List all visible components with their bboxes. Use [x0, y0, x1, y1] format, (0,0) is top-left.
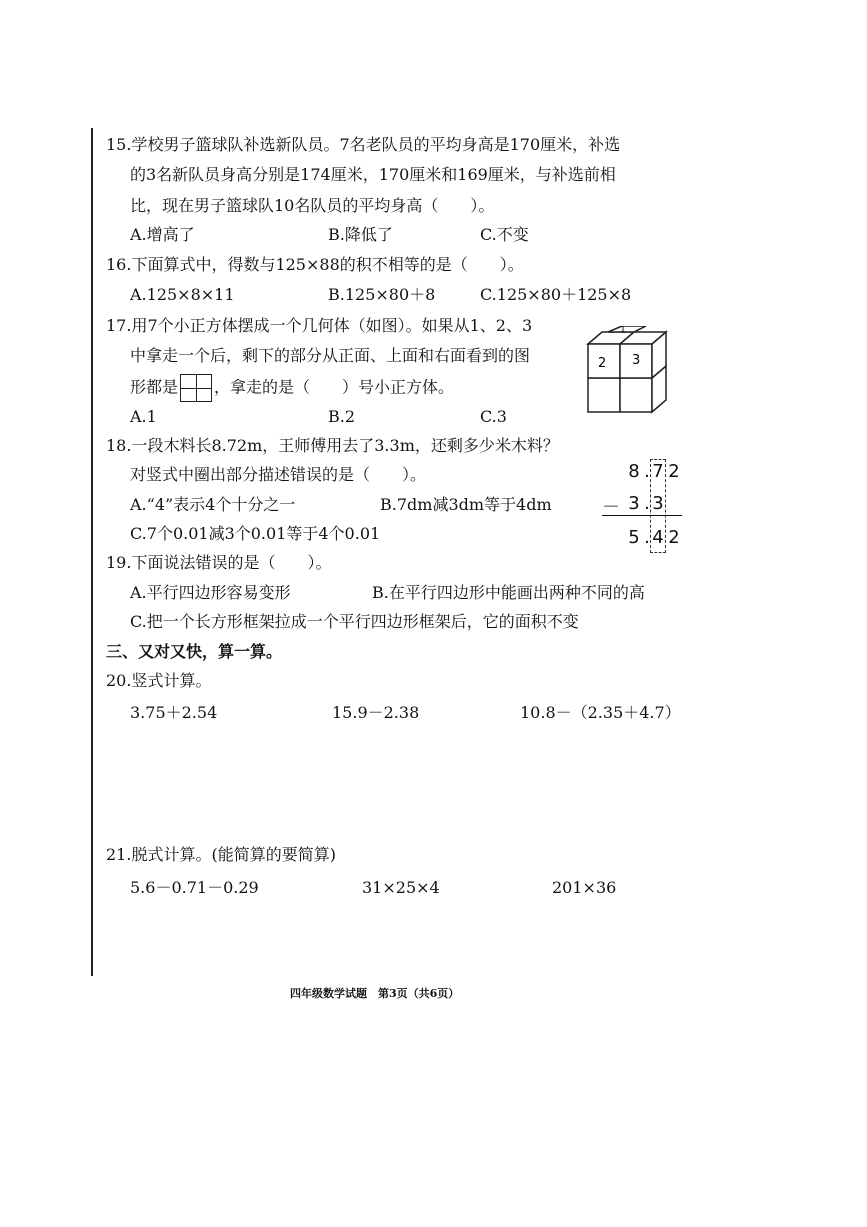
q18-line2: 对竖式中圈出部分描述错误的是（ ）。 [130, 465, 427, 484]
q16-option-c: C.125×80＋125×8 [480, 285, 632, 304]
q19-option-b: B.在平行四边形中能画出两种不同的高 [372, 583, 645, 602]
q18-line1: 18.一段木料长8.72m，王师傅用去了3.3m，还剩多少米木料？ [106, 436, 559, 455]
q20-expr-3: 10.8－（2.35＋4.7） [520, 703, 681, 722]
q15-line3: 比，现在男子篮球队10名队员的平均身高（ ）。 [130, 196, 495, 215]
calc-digit: 8 [628, 461, 640, 482]
cube-label-2: 2 [598, 356, 607, 371]
q17-line3 [130, 374, 454, 402]
q15-line2: 的3名新队员身高分别是174厘米，170厘米和169厘米，与补选前相 [130, 165, 616, 184]
q17-line3-end: ，拿走的是（ ）号小正方体。 [214, 377, 455, 397]
q19-option-a: A.平行四边形容易变形 [130, 583, 291, 602]
calc-digit: 2 [668, 461, 680, 482]
vertical-subtraction [598, 457, 688, 557]
q21-expr-1: 5.6－0.71－0.29 [130, 878, 259, 897]
q16-option-b: B.125×80＋8 [328, 285, 436, 304]
q19-line1: 19.下面说法错误的是（ ）。 [106, 553, 332, 572]
q21-title: 21.脱式计算。(能简算的要简算) [106, 845, 336, 864]
calc-digit: 3 [628, 493, 640, 514]
q21-expr-3: 201×36 [552, 878, 617, 897]
calc-point: . [644, 493, 650, 514]
cube-label-3: 3 [632, 353, 641, 368]
q19-option-c: C.把一个长方形框架拉成一个平行四边形框架后，它的面积不变 [130, 612, 579, 631]
binding-margin-line [91, 128, 93, 976]
calc-point: . [644, 527, 650, 548]
q17-line1: 17.用7个小正方体摆成一个几何体（如图）。如果从1、2、3 [106, 316, 533, 335]
calc-digit: 2 [668, 527, 680, 548]
q15-option-c: C.不变 [480, 225, 529, 244]
q20-expr-2: 15.9－2.38 [332, 703, 420, 722]
cube-label-1: 1 [620, 326, 626, 335]
q17-line2: 中拿走一个后，剩下的部分从正面、上面和右面看到的图 [130, 346, 531, 365]
four-square-grid-icon [180, 374, 212, 402]
q15-option-b: B.降低了 [328, 225, 393, 244]
q17-option-c: C.3 [480, 407, 507, 426]
cube-1-top [608, 326, 646, 332]
q17-option-a: A.1 [130, 407, 157, 426]
calc-digit: 7 [652, 461, 664, 482]
calc-point: . [644, 461, 650, 482]
q18-option-a: A.“4”表示4个十分之一 [130, 495, 296, 514]
q20-title: 20.竖式计算。 [106, 671, 212, 690]
calc-digit: 4 [652, 527, 664, 548]
q17-option-b: B.2 [328, 407, 356, 426]
cube-bottom-left [588, 378, 620, 412]
q21-expr-2: 31×25×4 [362, 878, 440, 897]
calc-digit: 3 [652, 493, 664, 514]
q16-line1: 16.下面算式中，得数与125×88的积不相等的是（ ）。 [106, 255, 524, 274]
section-3-title: 三、又对又快，算一算。 [106, 642, 283, 661]
calc-rule-line [602, 515, 682, 516]
q18-option-c: C.7个0.01减3个0.01等于4个0.01 [130, 524, 381, 543]
q16-option-a: A.125×8×11 [130, 285, 235, 304]
q15-option-a: A.增高了 [130, 225, 195, 244]
cube-figure [580, 326, 680, 420]
calc-digit: 5 [628, 527, 640, 548]
q20-expr-1: 3.75＋2.54 [130, 703, 218, 722]
q17-line3-start: 形都是 [130, 377, 179, 397]
q18-option-b: B.7dm减3dm等于4dm [380, 495, 552, 514]
minus-sign: － [602, 497, 620, 518]
q15-line1: 15.学校男子篮球队补选新队员。7名老队员的平均身高是170厘米，补选 [106, 135, 621, 154]
page-footer: 四年级数学试题 第3页（共6页） [290, 987, 460, 1000]
cube-bottom-right [620, 378, 652, 412]
